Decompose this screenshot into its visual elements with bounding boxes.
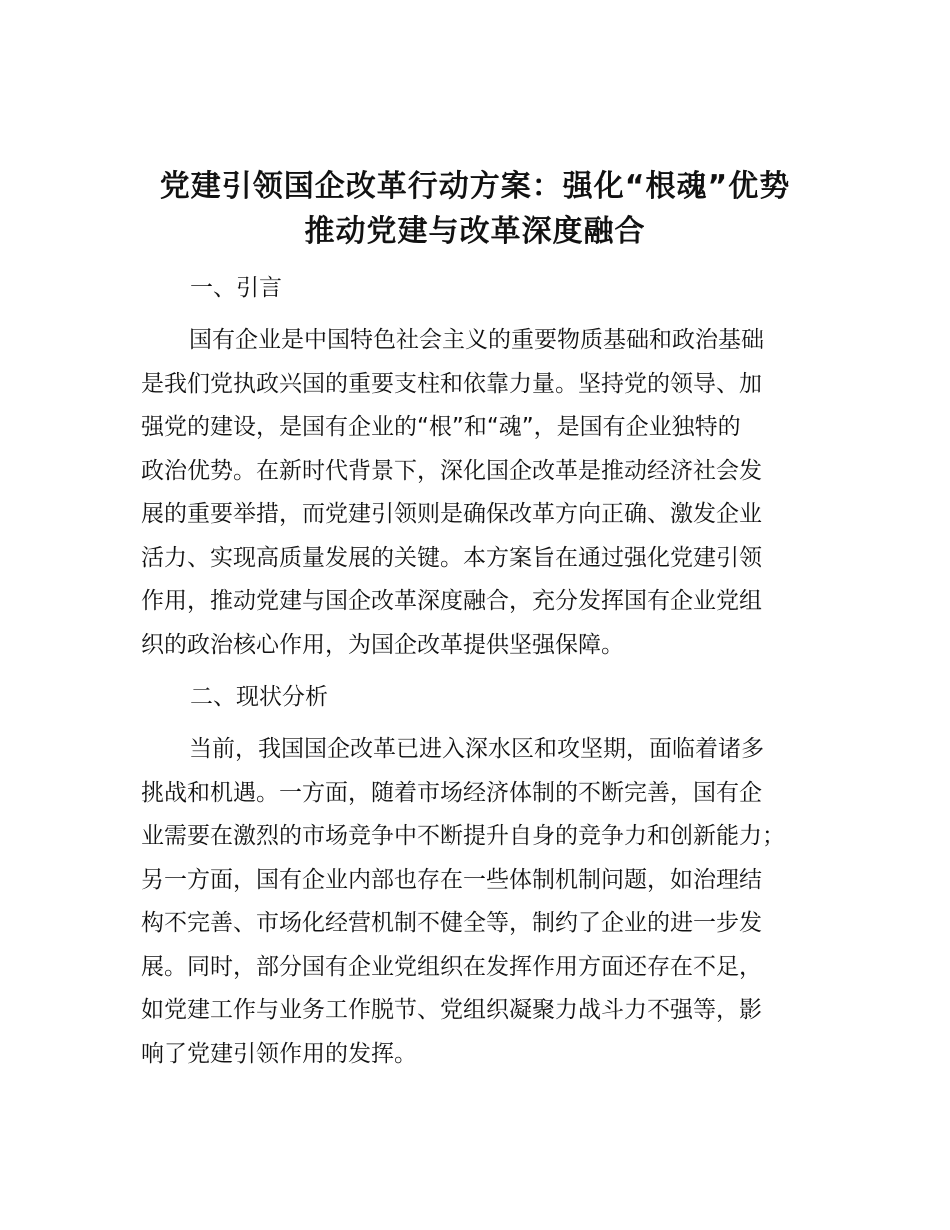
paragraph-line: 当前，我国国企改革已进入深水区和攻坚期，面临着诸多 [189, 736, 764, 762]
paragraph-introduction [141, 319, 841, 667]
paragraph-line: 织的政治核心作用，为国企改革提供坚强保障。 [141, 631, 624, 658]
paragraph-line: 展。同时，部分国有企业党组织在发挥作用方面还存在不足， [141, 953, 762, 980]
paragraph-line: 业需要在激烈的市场竞争中不断提升自身的竞争力和创新能力； [141, 823, 785, 849]
section-heading-status-analysis: 二、现状分析 [190, 684, 328, 710]
paragraph-line: 活力、实现高质量发展的关键。本方案旨在通过强化党建引领 [141, 544, 762, 571]
paragraph-line: 是我们党执政兴国的重要支柱和依靠力量。坚持党的领导、加 [141, 370, 762, 397]
paragraph-line: 响了党建引领作用的发挥。 [141, 1040, 417, 1067]
paragraph-line: 国有企业是中国特色社会主义的重要物质基础和政治基础 [189, 327, 764, 353]
paragraph-line: 展的重要举措，而党建引领则是确保改革方向正确、激发企业 [141, 501, 762, 527]
paragraph-line: 强党的建设，是国有企业的“根”和“魂”，是国有企业独特的 [141, 414, 741, 440]
document-title-line-1: 党建引领国企改革行动方案：强化“根魂”优势 [159, 169, 791, 204]
document-title-line-2: 推动党建与改革深度融合 [304, 214, 646, 249]
paragraph-line: 作用，推动党建与国企改革深度融合，充分发挥国有企业党组 [141, 588, 762, 614]
paragraph-line: 政治优势。在新时代背景下，深化国企改革是推动经济社会发 [141, 457, 762, 484]
paragraph-status-analysis [141, 728, 841, 1076]
paragraph-line: 挑战和机遇。一方面，随着市场经济体制的不断完善，国有企 [141, 779, 762, 806]
section-heading-introduction: 一、引言 [190, 275, 282, 301]
paragraph-line: 另一方面，国有企业内部也存在一些体制机制问题，如治理结 [141, 866, 762, 893]
paragraph-line: 如党建工作与业务工作脱节、党组织凝聚力战斗力不强等，影 [141, 997, 762, 1023]
paragraph-line: 构不完善、市场化经营机制不健全等，制约了企业的进一步发 [141, 910, 762, 936]
